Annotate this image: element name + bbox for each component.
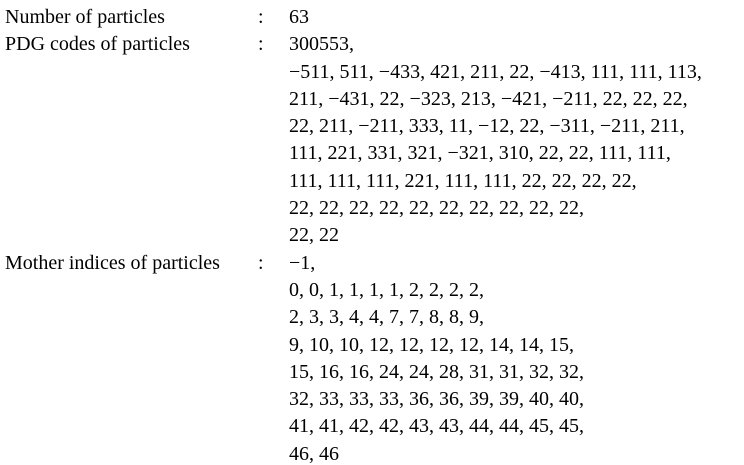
colon-separator: :	[258, 6, 264, 28]
colon-separator: :	[258, 33, 264, 56]
field-label: PDG codes of particles	[5, 33, 190, 56]
value-line: 22, 22, 22, 22, 22, 22, 22, 22, 22, 22,	[289, 197, 584, 220]
value-line: 2, 3, 3, 4, 4, 7, 7, 8, 8, 9,	[289, 306, 484, 329]
value-line: 22, 22	[289, 224, 339, 247]
value-line: 41, 41, 42, 42, 43, 43, 44, 44, 45, 45,	[289, 415, 584, 438]
value-line: 0, 0, 1, 1, 1, 1, 2, 2, 2, 2,	[289, 278, 484, 301]
field-value	[289, 250, 744, 465]
value-line: 22, 211, −211, 333, 11, −12, 22, −311, −211, 211,	[289, 115, 685, 138]
value-line: −511, 511, −433, 421, 211, 22, −413, 111, 111, 113,	[289, 60, 702, 83]
field-row-pdg-codes	[5, 31, 744, 249]
value-line: −1,	[289, 251, 316, 274]
value-line: 46, 46	[289, 442, 339, 465]
field-label: Mother indices of particles	[5, 251, 220, 274]
value-line: 300553,	[289, 33, 354, 56]
field-label: Number of particles	[5, 6, 165, 28]
field-value	[289, 4, 744, 31]
value-line: 111, 111, 111, 221, 111, 111, 22, 22, 22, 22,	[289, 169, 637, 192]
field-value	[289, 31, 744, 249]
colon-separator: :	[258, 251, 264, 274]
value-line: 32, 33, 33, 33, 36, 36, 39, 39, 40, 40,	[289, 388, 584, 411]
field-row-mother-indices	[5, 250, 744, 465]
value-line: 15, 16, 16, 24, 24, 28, 31, 31, 32, 32,	[289, 360, 584, 383]
value-line: 211, −431, 22, −323, 213, −421, −211, 22, 22, 22,	[289, 87, 688, 110]
field-row-number-of-particles	[5, 4, 744, 31]
value-line: 9, 10, 10, 12, 12, 12, 12, 14, 14, 15,	[289, 333, 574, 356]
value-line: 111, 221, 331, 321, −321, 310, 22, 22, 111, 111,	[289, 142, 671, 165]
value-line: 63	[289, 6, 309, 28]
